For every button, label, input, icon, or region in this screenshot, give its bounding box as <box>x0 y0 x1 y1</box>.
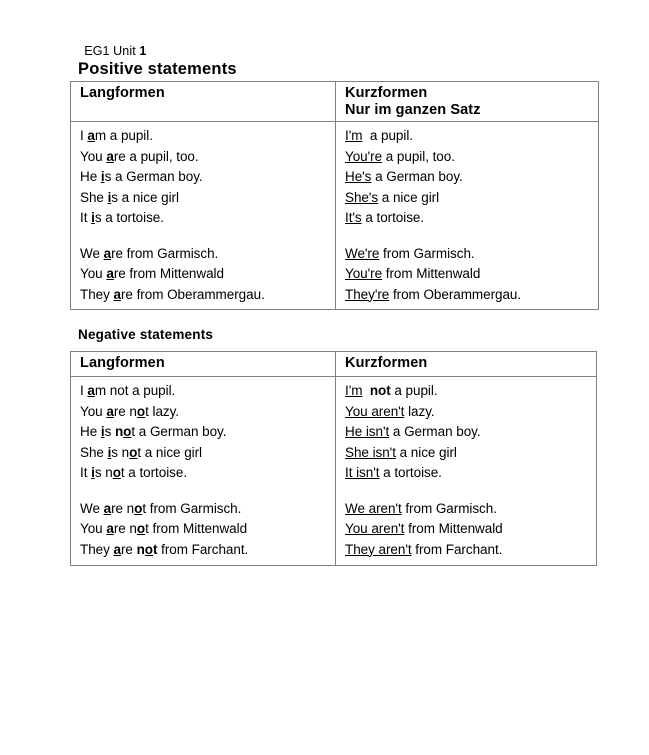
sentence-line: It is a tortoise. <box>80 210 164 225</box>
sentence-line: She's a nice girl <box>345 189 440 205</box>
sentence-line: They aren't from Farchant. <box>345 541 503 557</box>
table-header-row <box>71 82 599 122</box>
sentence-line: You are from Mittenwald <box>80 266 224 281</box>
header-kurzformen-line-1: Kurzformen <box>345 85 428 101</box>
spacer-line <box>345 484 588 499</box>
sentence-line: It's a tortoise. <box>345 210 425 225</box>
sentence-line: She is not a nice girl <box>80 444 202 460</box>
section-title-negative: Negative statements <box>78 327 214 342</box>
header-langformen-line-1: Langformen <box>80 355 165 371</box>
sentence-line: She is a nice girl <box>80 189 179 205</box>
sentence-line: He isn't a German boy. <box>345 424 481 439</box>
header-cell-langformen <box>71 82 336 122</box>
body-cell-kurzformen-positive <box>336 122 599 310</box>
header-cell-langformen <box>71 352 336 377</box>
table-body-row <box>71 377 597 566</box>
table-negative-statements <box>70 351 597 566</box>
header-kurzformen-line-2: Nur im ganzen Satz <box>345 102 481 118</box>
sentence-line: They are not from Farchant. <box>80 541 249 557</box>
sentence-group-2 <box>80 499 327 561</box>
sentence-group-1 <box>80 126 327 229</box>
sentence-group-2 <box>345 244 590 306</box>
table-header-row <box>71 352 597 377</box>
sentence-line: He is a German boy. <box>80 169 203 184</box>
sentence-line: I am a pupil. <box>80 128 153 143</box>
header-unit-number: 1 <box>139 44 147 58</box>
spacer-line <box>80 484 327 499</box>
sentence-line: You're from Mittenwald <box>345 266 481 281</box>
sentence-line: She isn't a nice girl <box>345 444 457 460</box>
sentence-line: They're from Oberammergau. <box>345 286 522 302</box>
header-course-label: EG1 Unit <box>84 44 140 58</box>
sentence-line: You're a pupil, too. <box>345 148 455 164</box>
body-cell-langformen-negative <box>71 377 336 566</box>
sentence-line: It is not a tortoise. <box>80 465 188 480</box>
sentence-line: We are from Garmisch. <box>80 245 219 261</box>
header-cell-kurzformen <box>336 352 597 377</box>
header-langformen-line-1: Langformen <box>80 85 165 101</box>
sentence-line: I'm a pupil. <box>345 128 413 143</box>
sentence-line: They are from Oberammergau. <box>80 286 265 302</box>
sentence-group-1 <box>345 126 590 229</box>
sentence-group-1 <box>80 381 327 484</box>
sentence-line: You are a pupil, too. <box>80 148 199 164</box>
table-positive-statements <box>70 81 599 310</box>
spacer-line <box>80 229 327 244</box>
sentence-line: I'm not a pupil. <box>345 383 438 398</box>
sentence-line: You are not lazy. <box>80 403 180 419</box>
spacer-line <box>345 229 590 244</box>
header-kurzformen-line-1: Kurzformen <box>345 355 428 371</box>
sentence-line: You aren't from Mittenwald <box>345 521 503 536</box>
body-cell-langformen-positive <box>71 122 336 310</box>
sentence-line: We're from Garmisch. <box>345 245 475 261</box>
sentence-group-1 <box>345 381 588 484</box>
sentence-group-2 <box>80 244 327 306</box>
sentence-line: We are not from Garmisch. <box>80 500 242 516</box>
sentence-group-2 <box>345 499 588 561</box>
section-title-positive: Positive statements <box>78 60 237 78</box>
body-cell-kurzformen-negative <box>336 377 597 566</box>
table-body-row <box>71 122 599 310</box>
sentence-line: It isn't a tortoise. <box>345 465 442 480</box>
sentence-line: He's a German boy. <box>345 169 463 184</box>
sentence-line: We aren't from Garmisch. <box>345 500 497 516</box>
sentence-line: You are not from Mittenwald <box>80 521 248 536</box>
header-cell-kurzformen <box>336 82 599 122</box>
sentence-line: I am not a pupil. <box>80 383 176 398</box>
sentence-line: You aren't lazy. <box>345 403 435 419</box>
sentence-line: He is not a German boy. <box>80 424 227 439</box>
